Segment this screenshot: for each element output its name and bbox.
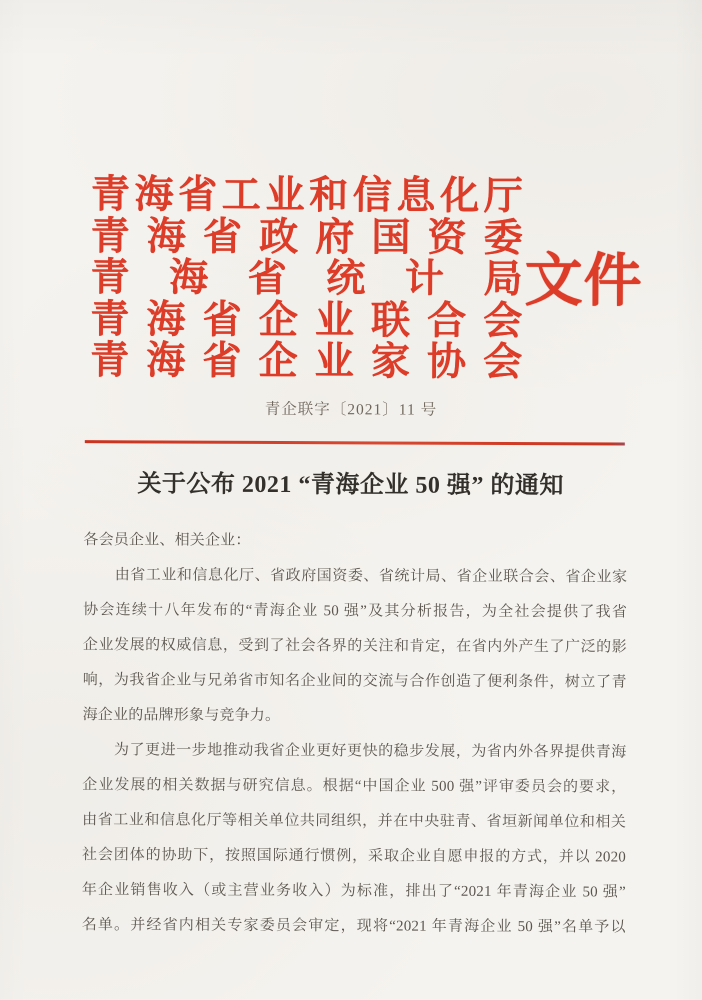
body-line: 海企业的品牌形象与竞争力。 (82, 707, 281, 724)
org-line-char: 海 (146, 298, 186, 342)
org-line-char: 业 (314, 340, 354, 384)
org-line-char: 资 (427, 216, 467, 260)
org-line-char: 海 (146, 215, 186, 259)
org-line-char: 息 (396, 174, 436, 218)
notice-body (82, 523, 628, 945)
body-line: 年企业销售收入（或主营业务收入）为标准，排出了“2021 年青海企业 50 强” (81, 882, 626, 901)
org-line-char: 联 (370, 299, 411, 343)
body-line: 响，为我省企业与兄弟省市知名企业间的交流与合作创造了便利条件，树立了青 (82, 672, 627, 691)
org-line-char: 计 (404, 257, 445, 301)
org-line-char: 青 (90, 256, 130, 300)
org-line-char: 海 (134, 173, 174, 217)
org-line-char: 合 (427, 299, 467, 343)
org-line-char: 委 (483, 216, 523, 260)
body-line: 协会连续十八年发布的“青海企业 50 强”及其分析报告，为全社会提供了我省 (83, 602, 628, 621)
body-line: 企业发展的权威信息，受到了社会各界的关注和肯定，在省内外产生了广泛的影 (82, 637, 627, 656)
org-line-char: 青 (90, 339, 130, 383)
org-line-char: 统 (326, 257, 366, 301)
org-line-char: 协 (426, 341, 467, 385)
letterhead (90, 175, 702, 386)
org-line-char: 企 (258, 298, 298, 342)
org-line-char: 会 (483, 341, 523, 385)
document-number: 青企联字〔2021〕11 号 (264, 400, 438, 419)
org-line-char: 业 (265, 173, 305, 218)
org-line-char: 省 (247, 257, 287, 301)
org-line-char: 省 (202, 340, 242, 384)
document-word: 文件 (524, 248, 643, 314)
org-line-char: 省 (202, 298, 242, 342)
body-line: 名单。并经省内相关专家委员会审定，现将“2021 年青海企业 50 强”名单予以 (81, 917, 626, 936)
org-line-char: 家 (370, 340, 410, 384)
org-line-char: 局 (483, 258, 523, 302)
notice-title: 关于公布 2021 “青海企业 50 强” 的通知 (137, 471, 564, 500)
body-line: 为了更进一步地推动我省企业更好更快的稳步发展，为省内外各界提供青海 (113, 742, 627, 761)
org-line-char: 海 (146, 339, 186, 383)
body-line: 各会员企业、相关企业： (83, 532, 251, 549)
org-line-char: 化 (440, 174, 480, 218)
org-line-char: 青 (90, 214, 130, 258)
org-line-char: 企 (258, 340, 298, 384)
org-line-char: 青 (90, 297, 130, 342)
body-line: 由省工业和信息化厅等相关单位共同组织，并在中央驻青、省垣新闻单位和相关 (82, 812, 627, 831)
org-line (91, 175, 523, 218)
org-line-char: 省 (178, 173, 218, 217)
org-line-char: 海 (169, 256, 209, 300)
org-line (90, 258, 522, 301)
org-line-char: 国 (371, 215, 411, 260)
org-line-char: 会 (483, 299, 523, 343)
org-line-char: 省 (202, 215, 243, 259)
org-line-char: 业 (314, 298, 355, 343)
org-line (90, 297, 523, 343)
org-line-char: 信 (352, 174, 392, 218)
org-line-char: 和 (309, 174, 349, 218)
org-line-char: 府 (315, 215, 355, 259)
org-line (90, 214, 523, 260)
issuing-organizations (90, 175, 523, 385)
red-separator-rule (85, 440, 625, 445)
org-line-char: 厅 (483, 174, 523, 219)
org-line-char: 青 (90, 173, 131, 217)
body-line: 企业发展的相关数据与研究信息。根据“中国企业 500 强”评审委员会的要求， (82, 777, 627, 796)
body-line: 由省工业和信息化厅、省政府国资委、省统计局、省企业联合会、省企业家 (114, 567, 628, 586)
body-line: 社会团体的协助下，按照国际通行惯例，采取企业自愿申报的方式，并以 2020 (81, 847, 627, 866)
org-line (90, 339, 523, 385)
org-line-char: 工 (221, 173, 261, 217)
org-line-char: 政 (259, 215, 299, 259)
